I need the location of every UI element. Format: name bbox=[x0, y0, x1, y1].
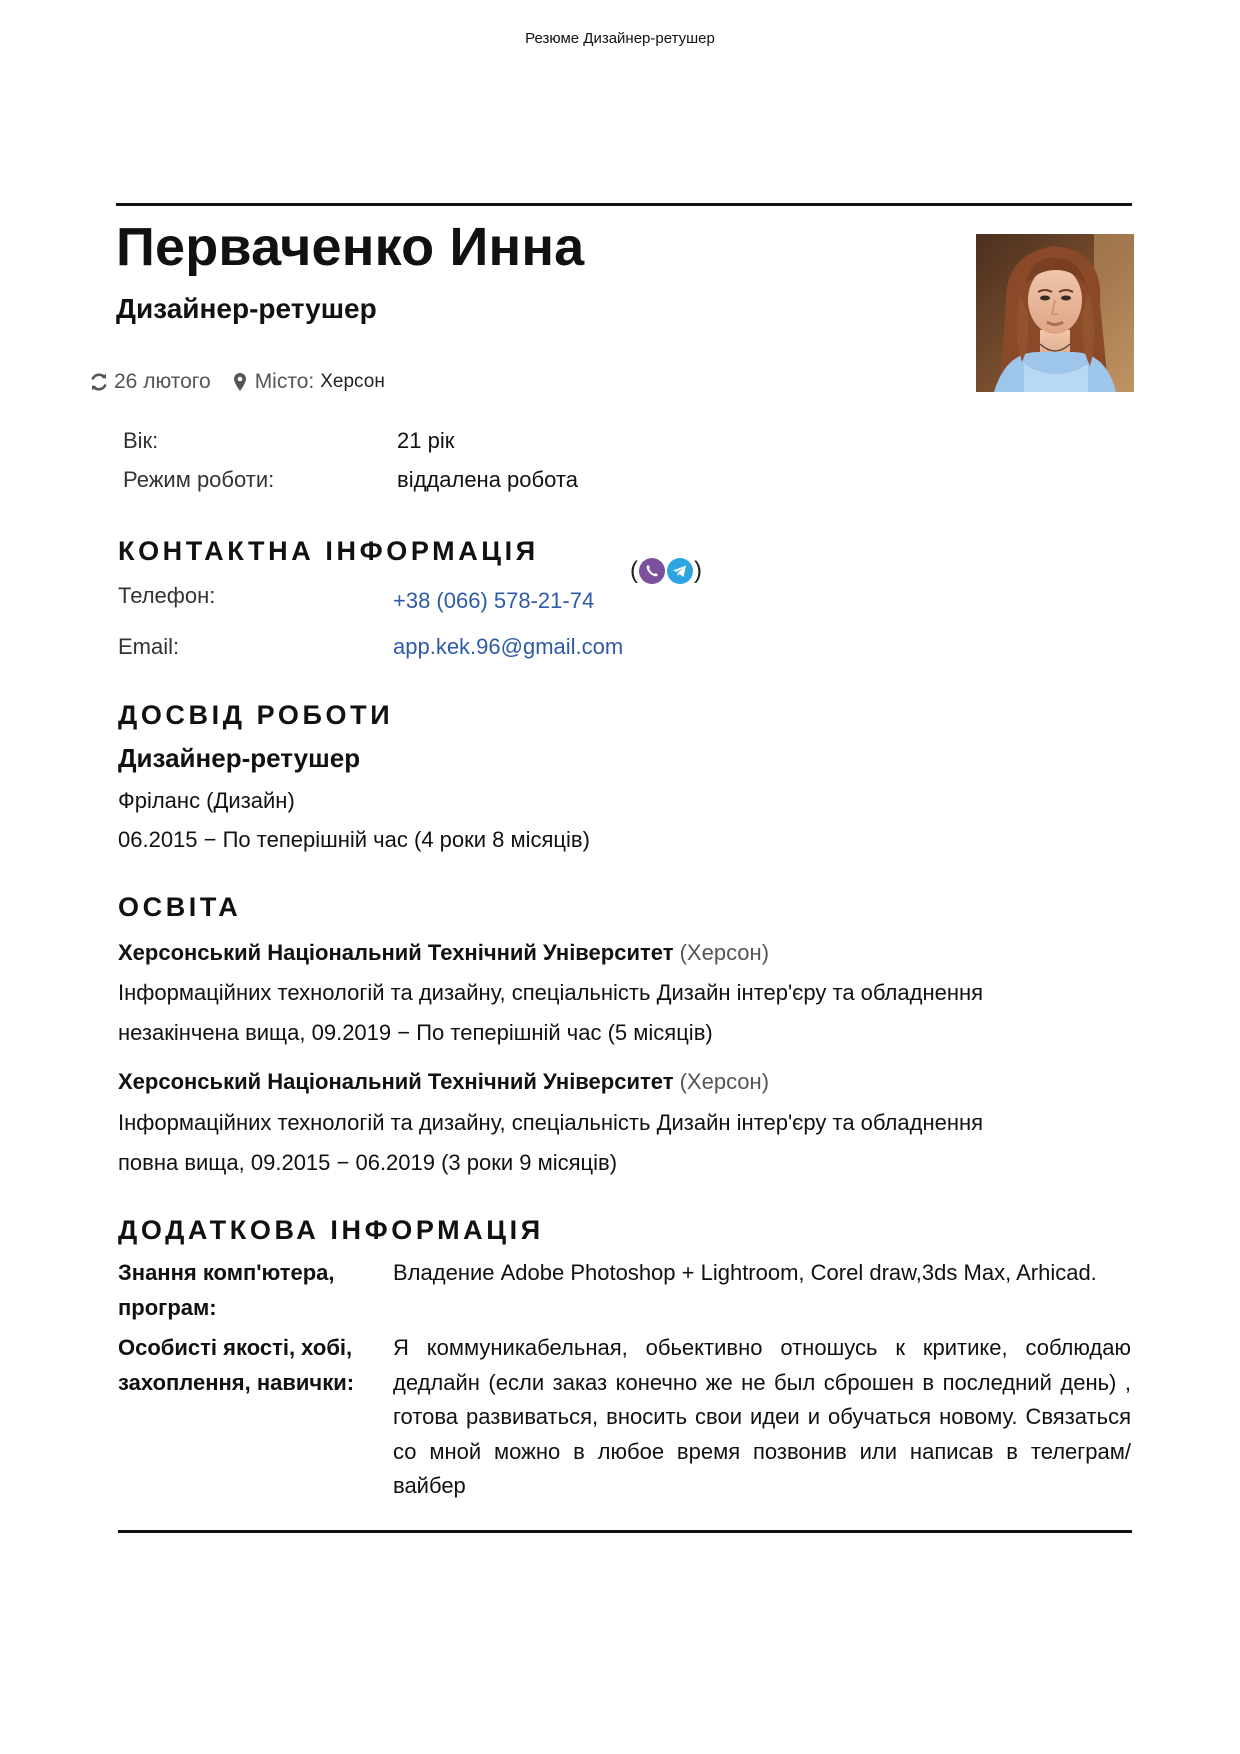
viber-icon[interactable] bbox=[639, 558, 665, 584]
qualities-value: Я коммуникабельная, обьективно отношусь к критике, соблюдаю дедлайн (если заказ конечно же не был сброшен в последний день) , готова развиваться, вносить свои идеи и обучаться новому. Связаться со мной можно в любое время позвонив или написав в телеграм/вайбер bbox=[393, 1335, 1131, 1498]
skills-label: Знання комп'ютера, програм: bbox=[118, 1260, 335, 1320]
candidate-name: Перваченко Инна bbox=[116, 217, 585, 277]
bottom-divider bbox=[118, 1530, 1132, 1533]
birthday: 26 лютого bbox=[114, 370, 211, 393]
profile-photo bbox=[976, 234, 1134, 392]
education-heading: ОСВІТА bbox=[118, 892, 242, 922]
job-title: Дизайнер-ретушер bbox=[118, 743, 361, 773]
telegram-icon[interactable] bbox=[667, 558, 693, 584]
job-company: Фріланс (Дизайн) bbox=[118, 788, 295, 813]
email-link[interactable]: app.kek.96@gmail.com bbox=[393, 634, 624, 659]
phone-link[interactable]: +38 (066) 578-21-74 bbox=[393, 588, 595, 613]
candidate-position: Дизайнер-ретушер bbox=[116, 293, 377, 324]
age-value: 21 рік bbox=[397, 428, 455, 453]
education-item-1-header bbox=[118, 940, 769, 966]
phone-label: Телефон: bbox=[118, 583, 216, 608]
education-item-1-city: (Херсон) bbox=[679, 940, 770, 965]
education-item-2-period: повна вища, 09.2015 − 06.2019 (3 роки 9 місяців) bbox=[118, 1150, 618, 1175]
job-period: 06.2015 − По теперішній час (4 роки 8 місяців) bbox=[118, 827, 590, 852]
top-divider bbox=[116, 203, 1132, 206]
messenger-icons bbox=[630, 557, 702, 585]
city-value: Херсон bbox=[320, 371, 385, 392]
education-item-1-institution: Херсонський Національний Технічний Університет bbox=[118, 940, 674, 965]
experience-heading: ДОСВІД РОБОТИ bbox=[118, 700, 394, 730]
contacts-heading: КОНТАКТНА ІНФОРМАЦІЯ bbox=[118, 536, 539, 566]
education-item-2-faculty: Інформаційних технологій та дизайну, спеціальність Дизайн інтер'єру та обладнення bbox=[118, 1110, 984, 1135]
work-mode-value: віддалена робота bbox=[397, 467, 578, 492]
education-item-2-header bbox=[118, 1069, 769, 1095]
meta-line bbox=[88, 370, 385, 394]
education-item-1-faculty: Інформаційних технологій та дизайну, спеціальність Дизайн інтер'єру та обладнення bbox=[118, 980, 984, 1005]
skills-value: Владение Adobe Photoshop + Lightroom, Corel draw,3ds Max, Arhicad. bbox=[393, 1260, 1097, 1285]
refresh-icon bbox=[88, 371, 110, 393]
work-mode-label: Режим роботи: bbox=[123, 467, 275, 492]
profile-photo-image bbox=[976, 234, 1134, 392]
education-item-2-institution: Херсонський Національний Технічний Університет bbox=[118, 1069, 674, 1094]
map-pin-icon bbox=[229, 371, 251, 393]
messenger-close-paren: ) bbox=[694, 557, 702, 584]
education-item-1-period: незакінчена вища, 09.2019 − По теперішній час (5 місяців) bbox=[118, 1020, 713, 1045]
email-label: Email: bbox=[118, 634, 180, 659]
messenger-open-paren: ( bbox=[630, 557, 638, 584]
city-label: Місто: bbox=[254, 370, 315, 393]
education-item-2-city: (Херсон) bbox=[679, 1069, 770, 1094]
page-header: Резюме Дизайнер-ретушер bbox=[525, 30, 715, 47]
additional-heading: ДОДАТКОВА ІНФОРМАЦІЯ bbox=[118, 1215, 544, 1245]
age-label: Вік: bbox=[123, 428, 159, 453]
qualities-label: Особисті якості, хобі, захоплення, навички: bbox=[118, 1335, 355, 1395]
